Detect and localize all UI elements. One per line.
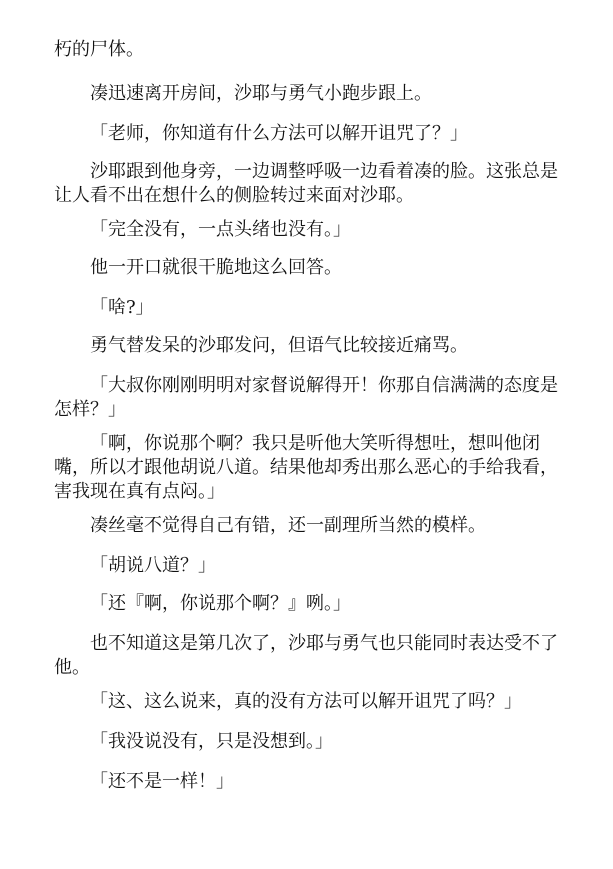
paragraph-8: 勇气替发呆的沙耶发问，但语气比较接近痛骂。 bbox=[90, 335, 468, 356]
paragraph-12: 「胡说八道？」 bbox=[90, 555, 216, 576]
paragraph-7: 「啥?」 bbox=[90, 297, 154, 318]
paragraph-5: 「完全没有，一点头绪也没有。」 bbox=[90, 219, 351, 240]
paragraph-11: 凑丝毫不觉得自己有错，还一副理所当然的模样。 bbox=[90, 515, 486, 536]
paragraph-1: 朽的尸体。 bbox=[54, 39, 144, 60]
paragraph-15: 「这、这么说来，真的没有方法可以解开诅咒了吗？」 bbox=[90, 691, 522, 712]
paragraph-16: 「我没说没有，只是没想到。」 bbox=[90, 731, 333, 752]
paragraph-9: 「大叔你刚刚明明对家督说解得开！你那自信满满的态度是怎样？」 bbox=[54, 375, 558, 420]
paragraph-6: 他一开口就很干脆地这么回答。 bbox=[90, 257, 342, 278]
paragraph-10: 「啊，你说那个啊？我只是听他大笑听得想吐，想叫他闭嘴，所以才跟他胡说八道。结果他却秀出那么恶心的手给我看，害我现在真有点闷。」 bbox=[54, 433, 558, 502]
paragraph-2: 凑迅速离开房间，沙耶与勇气小跑步跟上。 bbox=[90, 83, 432, 104]
paragraph-17: 「还不是一样！」 bbox=[90, 771, 234, 792]
paragraph-14: 也不知道这是第几次了，沙耶与勇气也只能同时表达受不了他。 bbox=[54, 633, 558, 678]
paragraph-4: 沙耶跟到他身旁，一边调整呼吸一边看着凑的脸。这张总是让人看不出在想什么的侧脸转过来面对沙耶。 bbox=[54, 161, 558, 206]
paragraph-13: 「还『啊，你说那个啊？』咧。」 bbox=[90, 593, 351, 614]
paragraph-3: 「老师，你知道有什么方法可以解开诅咒了？」 bbox=[90, 123, 468, 144]
